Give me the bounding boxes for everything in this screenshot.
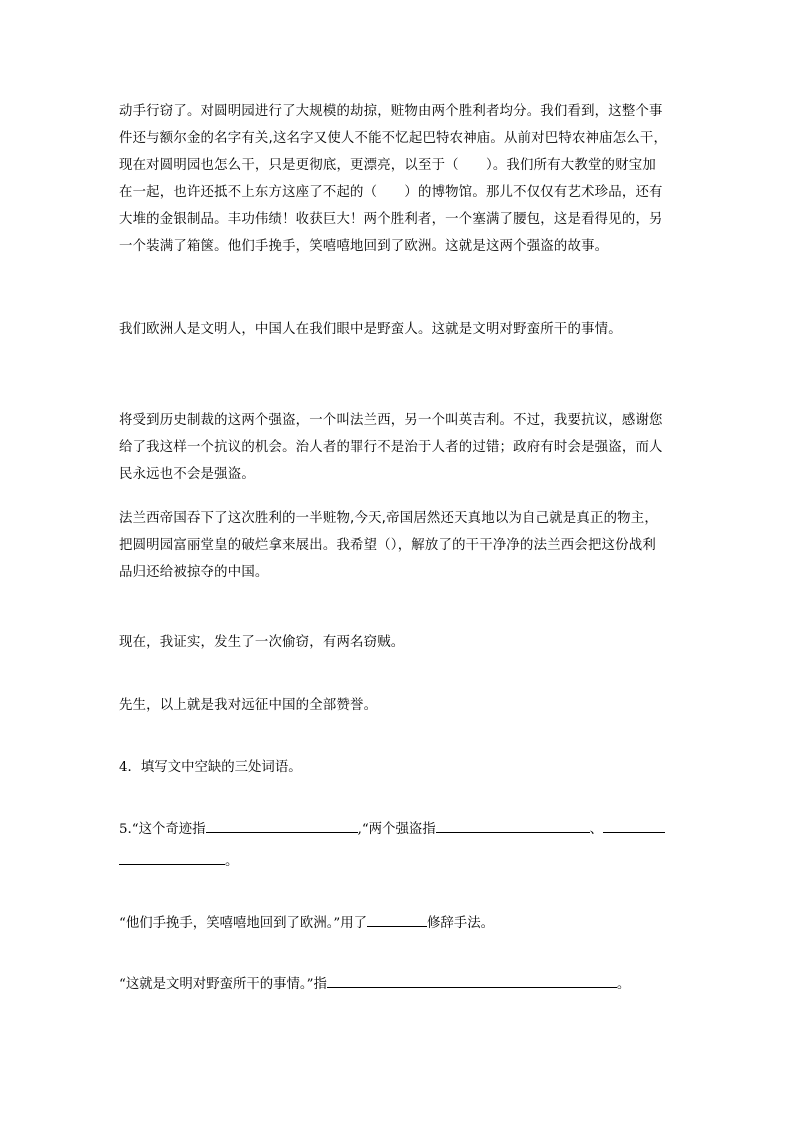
- question-7-text-a: “这就是文明对野蛮所干的事情。”指: [119, 977, 327, 992]
- question-7-text-b: 。: [616, 977, 631, 992]
- question-6-text-a: “他们手挽手，笑嘻嘻地回到了欧洲。”用了: [119, 916, 368, 931]
- text-line: 我们欧洲人是文明人，中国人在我们眼中是野蛮人。这就是文明对野蛮所干的事情。: [119, 322, 622, 337]
- answer-blank[interactable]: [367, 912, 427, 927]
- paragraph-1: [119, 98, 679, 260]
- answer-blank[interactable]: [206, 818, 358, 833]
- answer-blank[interactable]: [436, 818, 590, 833]
- answer-blank[interactable]: [327, 973, 617, 988]
- text-line: 先生，以上就是我对远征中国的全部赞誉。: [119, 698, 378, 713]
- text-line: 现在对圆明园也怎么干，只是更彻底，更漂亮，以至于（ ）。我们所有大教堂的财宝加: [119, 158, 656, 173]
- paragraph-6: [119, 692, 679, 719]
- text-line: 件还与额尔金的名字有关,这名字又使人不能不忆起巴特农神庙。从前对巴特农神庙怎么干，: [119, 131, 668, 146]
- question-5-text-c: 、: [589, 822, 604, 837]
- paragraph-4: [119, 505, 679, 586]
- question-5-continued: [119, 850, 238, 874]
- text-line: 动手行窃了。对圆明园进行了大规模的劫掠，赃物由两个胜利者均分。我们看到，这整个事: [119, 104, 663, 119]
- question-4: 4．填写文中空缺的三处词语。: [119, 760, 302, 775]
- text-line: 品归还给被掠夺的中国。: [119, 565, 269, 580]
- text-line: 在一起，也许还抵不上东方这座了不起的（ ）的博物馆。那儿不仅仅有艺术珍品，还有: [119, 185, 663, 200]
- text-line: 将受到历史制裁的这两个强盗，一个叫法兰西，另一个叫英吉利。不过，我要抗议，感谢您: [119, 413, 663, 428]
- text-line: 现在，我证实，发生了一次偷窃，有两名窃贼。: [119, 635, 405, 650]
- question-5-text-a: 5.“这个奇迹指: [119, 822, 206, 837]
- question-5: [119, 818, 675, 842]
- text-line: 大堆的金银制品。丰功伟绩！收获巨大！两个胜利者，一个塞满了腰包，这是看得见的，另: [119, 212, 663, 227]
- answer-blank[interactable]: [603, 818, 665, 833]
- paragraph-2: [119, 316, 679, 343]
- answer-blank[interactable]: [119, 850, 225, 865]
- question-5-text-d: 。: [225, 854, 239, 869]
- text-line: 一个装满了箱箧。他们手挽手，笑嘻嘻地回到了欧洲。这就是这两个强盗的故事。: [119, 239, 609, 254]
- question-6: [119, 912, 494, 936]
- text-line: 民永远也不会是强盗。: [119, 467, 255, 482]
- question-6-text-b: 修辞手法。: [427, 916, 494, 931]
- text-line: 把圆明园富丽堂皇的破烂拿来展出。我希望（），解放了的干干净净的法兰西会把这份战利: [119, 538, 656, 553]
- text-line: 给了我这样一个抗议的机会。治人者的罪行不是治于人者的过错；政府有时会是强盗，而人: [119, 440, 663, 455]
- paragraph-5: [119, 629, 679, 656]
- question-7: [119, 973, 630, 997]
- text-line: 法兰西帝国吞下了这次胜利的一半赃物,今天,帝国居然还天真地以为自己就是真正的物主，: [119, 511, 658, 526]
- paragraph-3: [119, 407, 679, 488]
- question-5-text-b: ,“两个强盗指: [357, 822, 436, 837]
